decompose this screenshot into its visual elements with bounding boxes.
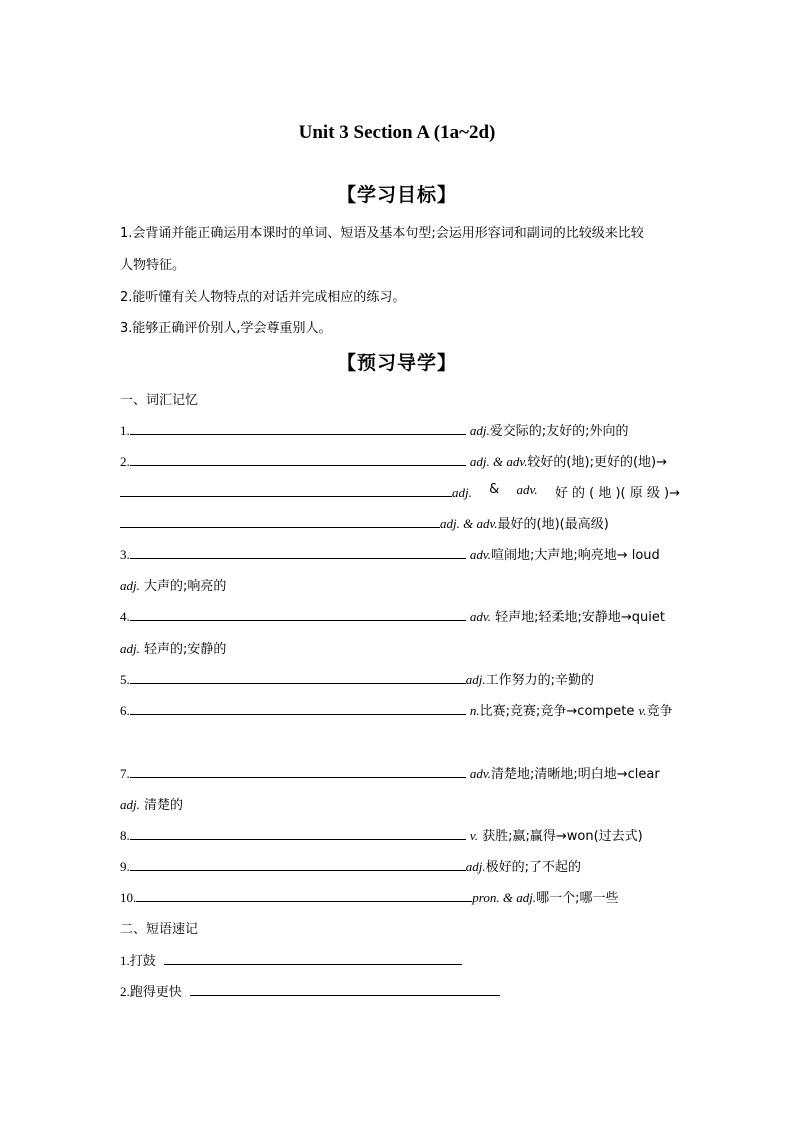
meaning: 喧闹地;大声地;响亮地→ loud [490,548,660,563]
vocab-item-10 [120,887,680,906]
part-of-speech: n. [469,703,480,718]
answer-blank[interactable] [130,606,466,621]
item-number: 2. [120,984,130,999]
preview-heading: 【预习导学】 [336,352,457,374]
part-of-speech: adv. [469,609,491,624]
vocab-item-1 [120,420,680,439]
item-number: 5. [120,672,130,687]
part-of-speech: pron. & adj. [472,890,537,905]
phrase-item-1 [120,950,680,969]
vocab-item-9 [120,856,680,875]
meaning: 轻声地;轻柔地;安静地→quiet [490,610,665,625]
item-number: 6. [120,703,130,718]
answer-blank[interactable] [130,700,466,715]
vocab-item-7 [120,763,680,782]
item-number: 10. [120,890,137,905]
part-of-speech: adj. [465,859,486,874]
part-of-speech: adj. [465,672,486,687]
meaning: 获胜;赢;赢得→won(过去式) [477,829,643,844]
vocab-item-4b [120,638,680,657]
goal-line-1: 1.会背诵并能正确运用本课时的单词、短语及基本句型;会运用形容词和副词的比较级来比较 [120,226,644,241]
answer-blank[interactable] [130,825,466,840]
phrase-text: 跑得更快 [129,985,182,1000]
part-of-speech: adv. [516,482,538,497]
meaning: 竞争 [646,704,673,719]
item-number: 1. [120,423,130,438]
meaning: 工作努力的;辛勤的 [485,673,595,688]
answer-blank[interactable] [120,513,440,528]
item-number: 8. [120,828,130,843]
vocab-item-3 [120,544,680,563]
meaning: 好 的 ( 地 )( 原 级 )→ [554,486,680,501]
item-number: 1. [120,953,130,968]
part-of-speech: adj. [120,797,140,812]
part-of-speech: adj. & adv. [469,454,528,469]
part-of-speech: adj. [469,423,490,438]
item-number: 2. [120,454,130,469]
answer-blank[interactable] [130,763,466,778]
part-of-speech: adj. [452,485,472,500]
answer-blank[interactable] [164,950,462,965]
phrases-section-title: 二、短语速记 [120,922,199,937]
vocab-item-2 [120,451,680,470]
vocab-item-2b [120,482,680,501]
part-of-speech: adj. & adv. [440,516,498,531]
meaning: 大声的;响亮的 [139,579,227,594]
vocab-item-7b [120,794,680,813]
goal-line-2: 人物特征。 [120,258,186,273]
meaning: 爱交际的;友好的;外向的 [489,424,629,439]
vocab-section-title: 一、词汇记忆 [120,393,199,408]
meaning: 清楚的 [139,798,184,813]
part-of-speech: v. [469,828,478,843]
answer-blank[interactable] [190,981,500,996]
goal-line-3: 2.能听懂有关人物特点的对话并完成相应的练习。 [120,290,406,305]
answer-blank[interactable] [130,451,466,466]
phrase-text: 打鼓 [129,954,156,969]
answer-blank[interactable] [130,420,466,435]
answer-blank[interactable] [136,887,472,902]
meaning: 极好的;了不起的 [485,860,582,875]
meaning: 哪一个;哪一些 [536,891,619,906]
part-of-speech: adj. [120,578,140,593]
meaning: 清楚地;清晰地;明白地→clear [490,767,660,782]
page-title: Unit 3 Section A (1a~2d) [298,122,496,143]
vocab-item-4 [120,606,680,625]
goal-line-4: 3.能够正确评价别人,学会尊重别人。 [120,321,332,336]
meaning: 较好的(地);更好的(地)→ [527,455,667,470]
goals-heading: 【学习目标】 [336,184,457,206]
part-of-speech: v. [638,703,647,718]
item-number: 3. [120,547,130,562]
answer-blank[interactable] [120,482,452,497]
phrase-item-2 [120,981,680,1000]
vocab-item-8 [120,825,680,844]
part-of-speech: adv. [469,547,491,562]
meaning: 最好的(地)(最高级) [497,517,609,532]
answer-blank[interactable] [130,544,466,559]
meaning: 轻声的;安静的 [139,642,227,657]
vocab-item-6 [120,700,680,719]
vocab-item-5 [120,669,680,688]
vocab-item-2c [120,513,680,532]
answer-blank[interactable] [130,669,466,684]
part-of-speech: adv. [469,766,491,781]
part-of-speech: adj. [120,641,140,656]
meaning: 比赛;竞赛;竞争→compete [479,704,639,719]
item-number: 4. [120,609,130,624]
item-number: 9. [120,859,130,874]
ampersand: & [489,482,500,497]
item-number: 7. [120,766,130,781]
answer-blank[interactable] [130,856,466,871]
vocab-item-3b [120,575,680,594]
